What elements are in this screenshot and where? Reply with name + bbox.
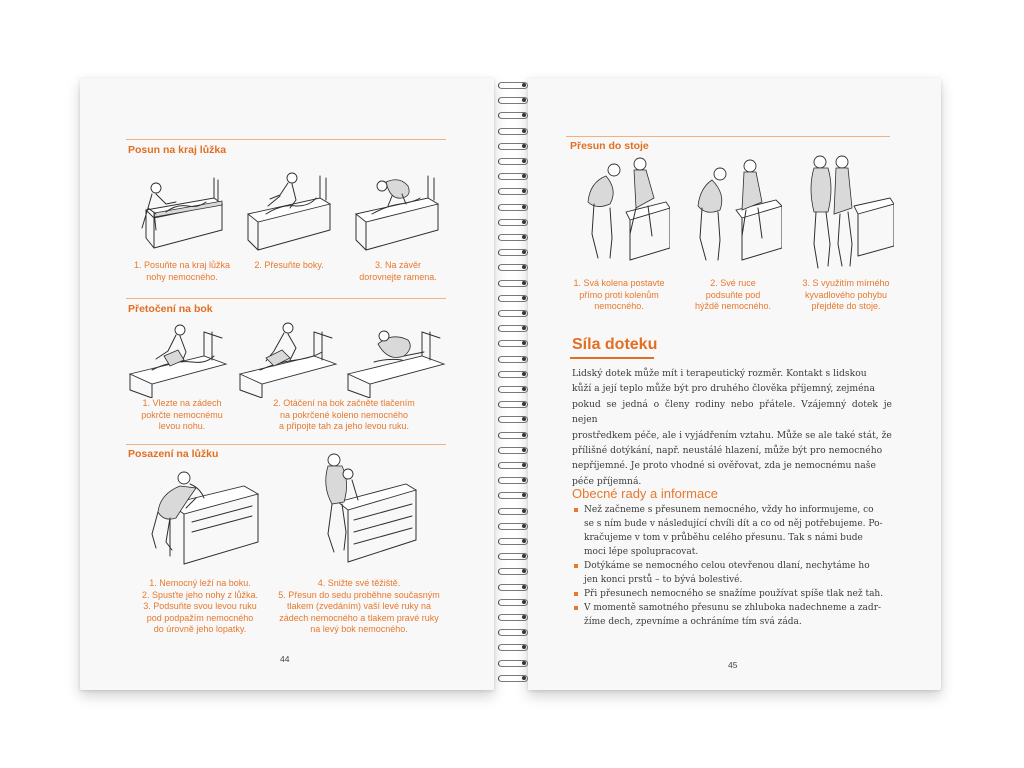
caption-line: zádech nemocného a tlakem pravé ruky: [279, 612, 439, 623]
paragraph-sila-doteku: [572, 366, 892, 489]
binding-hole: [522, 281, 526, 285]
paragraph-line: přílišné dotýkání, např. neustálé hlazení, může být pro nemocného: [572, 445, 883, 457]
caption-line: pokrčte nemocnému: [141, 409, 223, 420]
binding-hole: [522, 539, 526, 543]
illustration-posun-3: [346, 168, 446, 254]
binding-hole: [522, 524, 526, 528]
caption-line: pod podpažím nemocného: [146, 612, 254, 623]
section-divider: [126, 298, 446, 299]
advice-line: žíme dech, zpevníme a ochráníme tím svá záda.: [584, 617, 802, 627]
binding-hole: [522, 159, 526, 163]
caption-line: 2. Své ruce: [710, 278, 756, 288]
illustration-posazeni-1: [140, 464, 260, 572]
binding-hole: [522, 433, 526, 437]
caption-line: a připojte tah za jeho levou ruku.: [278, 421, 410, 431]
binding-hole: [522, 600, 526, 604]
caption-line: 3. Podsuňte svou levou ruku: [143, 601, 257, 611]
binding-hole: [522, 448, 526, 452]
binding-hole: [522, 311, 526, 315]
caption-line: 1. Posuňte na kraj lůžka: [133, 260, 231, 270]
binding-hole: [522, 676, 526, 680]
right-page: [528, 78, 941, 690]
binding-hole: [522, 144, 526, 148]
illustration-posazeni-2: [298, 448, 418, 572]
binding-hole: [522, 205, 526, 209]
caption-posun-1: [126, 260, 238, 283]
caption-line: na pokrčené koleno nemocného: [279, 409, 409, 420]
binding-hole: [522, 296, 526, 300]
illustration-pretoceni-2: [236, 318, 340, 398]
binding-hole: [522, 129, 526, 133]
caption-line: nohy nemocného.: [146, 271, 218, 282]
advice-line: moci lépe spolupracovat.: [584, 547, 699, 557]
section-divider: [566, 136, 890, 137]
caption-line: hýždě nemocného.: [694, 301, 772, 311]
caption-line: 3. Na závěr: [374, 260, 422, 270]
advice-line: se s ním bude v následující chvíli dít a co od něj potřebujeme. Po-: [584, 519, 883, 529]
binding-hole: [522, 661, 526, 665]
illustration-pretoceni-3: [344, 318, 448, 398]
binding-hole: [522, 357, 526, 361]
caption-line: přejděte do stoje.: [811, 301, 881, 311]
caption-line: přímo proti kolenům: [579, 289, 659, 300]
advice-line: jen konci prstů – to bývá bolestivé.: [584, 575, 743, 585]
advice-line: Než začneme s přesunem nemocného, vždy ho informujeme, co: [584, 505, 874, 515]
caption-pretoceni-1: [126, 398, 238, 433]
left-page: [80, 78, 494, 690]
illustration-posun-2: [236, 168, 336, 254]
caption-posun-2: [240, 260, 338, 272]
caption-line: tlakem (zvedáním) vaší levé ruky na: [286, 601, 432, 611]
heading-underline: [570, 357, 654, 359]
caption-line: 1. Vlezte na zádech: [142, 398, 222, 408]
page-number-left: 44: [280, 654, 290, 664]
binding-hole: [522, 235, 526, 239]
illustration-pretoceni-1: [126, 318, 230, 398]
caption-presun-2: [680, 278, 786, 313]
caption-presun-1: [564, 278, 674, 313]
section-title-posun: Posun na kraj lůžka: [128, 144, 227, 156]
caption-line: 1. Nemocný leží na boku.: [149, 578, 251, 588]
caption-presun-3: [790, 278, 902, 313]
advice-line: V momentě samotného přesunu se zhluboka nadechneme a zadr-: [584, 603, 882, 613]
illustration-presun-2: [674, 152, 782, 272]
paragraph-line: kůží a její teplo může být pro druhého člověka příjemný, zejména: [572, 383, 875, 395]
section-divider: [126, 139, 446, 140]
spiral-binding: [492, 80, 532, 690]
illustration-presun-1: [566, 152, 670, 272]
binding-hole: [522, 615, 526, 619]
caption-line: 5. Přesun do sedu proběhne současným: [278, 589, 440, 600]
caption-line: levou nohu.: [158, 421, 206, 431]
caption-line: 2. Spusťte jeho nohy z lůžka.: [142, 589, 258, 600]
paragraph-line: prostředkem péče, ale i vyjádřením vztahu. Může se ale také stát, že: [572, 429, 892, 441]
caption-line: na levý bok nemocného.: [310, 624, 408, 634]
caption-line: 1. Svá kolena postavte: [573, 278, 665, 288]
advice-line: Dotýkáme se nemocného celou otevřenou dlaní, nechytáme ho: [584, 561, 870, 571]
caption-line: 2. Přesuňte boky.: [254, 260, 324, 270]
caption-line: podsuňte pod: [705, 289, 761, 300]
page-number-right: 45: [728, 660, 738, 670]
caption-line: 2. Otáčení na bok začněte tlačením: [273, 398, 415, 408]
section-divider: [126, 444, 446, 445]
binding-hole: [522, 509, 526, 513]
caption-pretoceni-2: [244, 398, 444, 433]
section-title-pretoceni: Přetočení na bok: [128, 303, 213, 315]
caption-line: 3. S využitím mírného: [802, 278, 890, 288]
binding-hole: [522, 372, 526, 376]
paragraph-line: Lidský dotek může mít i terapeutický rozměr. Kontakt s lidskou: [572, 368, 867, 379]
advice-line: Při přesunech nemocného se snažíme používat spíše tlak než tah.: [584, 589, 884, 599]
paragraph-line: péče příjemná.: [572, 475, 642, 487]
caption-line: kyvadlového pohybu: [804, 289, 888, 300]
caption-line: dorovnejte ramena.: [359, 271, 437, 282]
subheading-obecne-rady: Obecné rady a informace: [572, 486, 718, 501]
caption-posazeni-1: [126, 578, 274, 636]
binding-hole: [522, 463, 526, 467]
advice-item: [572, 503, 892, 559]
caption-posun-3: [348, 260, 448, 283]
advice-item: [572, 587, 892, 601]
advice-line: kračujeme v tom v průběhu celého přesunu. Tak s námi bude: [584, 533, 863, 543]
binding-hole: [522, 83, 526, 87]
section-title-presun: Přesun do stoje: [570, 140, 649, 152]
paragraph-line: nepříjemné. Je proto vhodné si ověřovat, zda je nemocnému naše: [572, 460, 876, 472]
caption-line: 4. Snižte své těžiště.: [317, 578, 401, 588]
caption-line: nemocného.: [594, 301, 644, 311]
caption-line: do úrovně jeho lopatky.: [153, 624, 247, 634]
paragraph-line: pokud se jedná o členy rodiny nebo přátele. Vzájemný dotek je nejen: [572, 398, 892, 426]
illustration-posun-1: [126, 168, 226, 254]
caption-posazeni-2: [264, 578, 454, 636]
advice-item: [572, 601, 892, 629]
binding-hole: [522, 220, 526, 224]
advice-list: [572, 503, 892, 629]
illustration-presun-3: [790, 152, 894, 276]
section-title-posazeni: Posazení na lůžku: [128, 448, 219, 460]
heading-sila-doteku: Síla doteku: [572, 336, 658, 353]
advice-item: [572, 559, 892, 587]
binding-hole: [522, 387, 526, 391]
binding-hole: [522, 585, 526, 589]
